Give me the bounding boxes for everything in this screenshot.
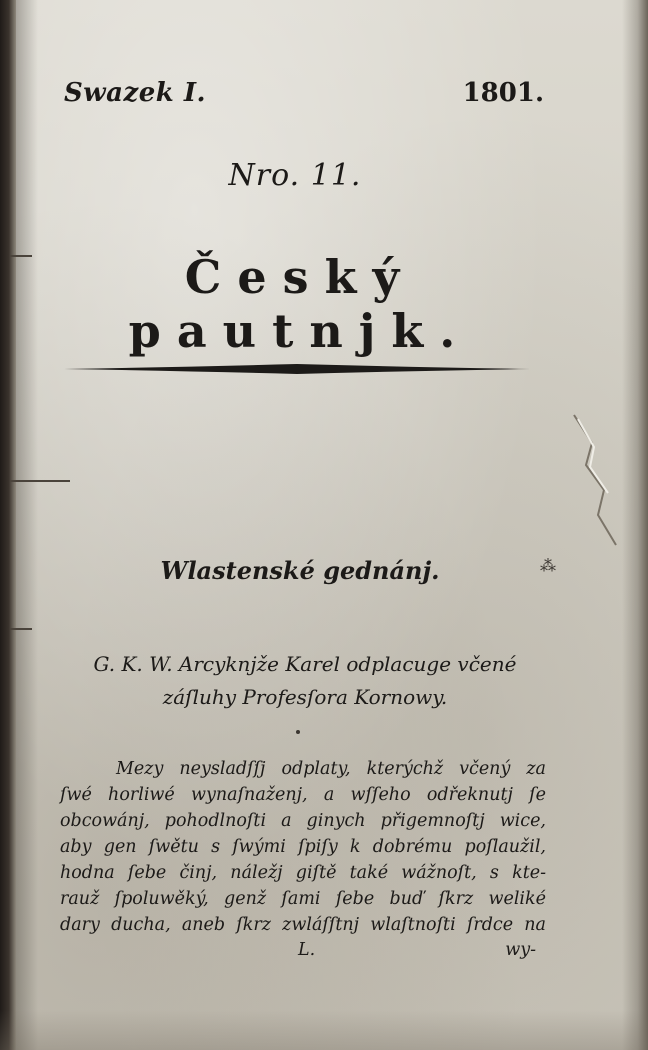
margin-mark: ⁂ [540,556,556,575]
body-line: Mezy neysladſſj odplaty, kterýchž včený za [116,759,546,779]
article-subtitle [70,648,540,714]
subtitle-line: záſluhy Profesſora Kornowy. [162,685,448,709]
signature-mark: L. [298,940,316,960]
body-line: aby gen ſwětu s ſwými ſpiſy k dobrému poſlaužil, [60,837,546,857]
volume-label: Swazek I. [64,78,207,108]
paper-tear-mark [564,395,634,555]
stitch-hole [10,255,32,257]
body-line: rauž ſpoluwěký, genž ſami ſebe buď ſkrz weliké [60,889,546,909]
year-label: 1801. [462,78,544,108]
separator-dot [296,730,300,734]
page-title: Český pautnjk. [128,250,472,358]
page-footer [60,940,546,968]
section-heading: Wlastenské gednánj. [160,556,440,585]
stitch-hole [10,628,32,630]
page-header [64,78,544,118]
stitch-thread [10,480,70,482]
ornamental-rule [64,362,530,376]
subtitle-line: G. K. W. Arcyknjže Karel odplacuge včené [93,652,517,676]
issue-number: Nro. 11. [228,158,362,193]
catchword: wy- [505,940,536,960]
body-line: hodna ſebe činj, náležj giſtě také wážnoſt, s kte- [60,863,546,883]
body-line: obcowánj, pohodlnoſti a ginych přigemnoſtj wice, [60,811,546,831]
page-edge-bottom [0,1010,648,1050]
article-body [60,756,546,938]
body-line: ſwé horliwé wynaſnaženj, a wſſeho odřeknutj ſe [60,785,546,805]
body-line: dary ducha, aneb ſkrz zwláſſtnj wlaſtnoſti ſrdce na [60,915,546,935]
